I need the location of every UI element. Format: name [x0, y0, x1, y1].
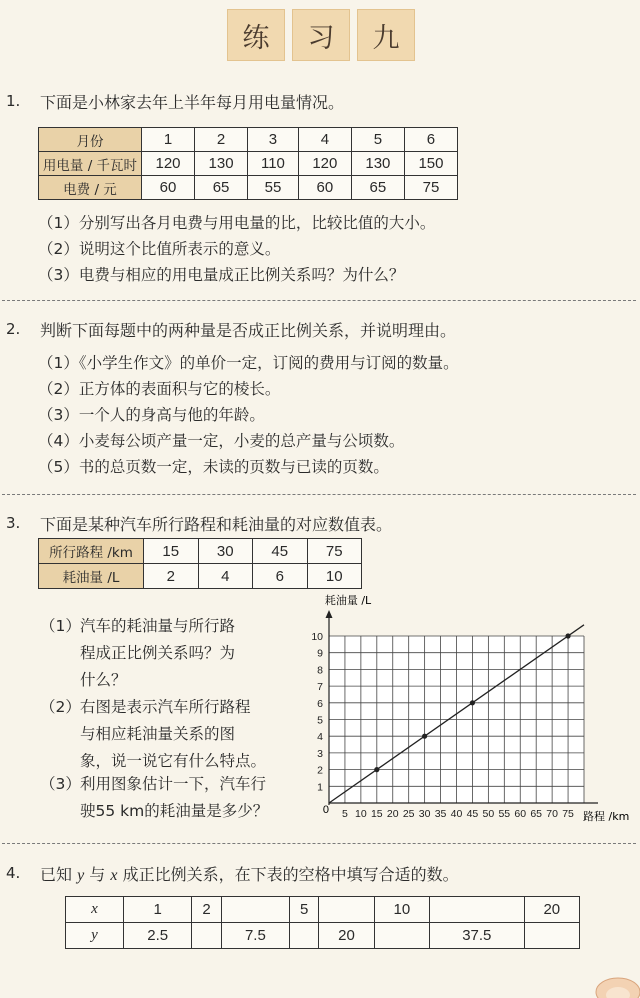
q4-cell — [290, 923, 319, 949]
y-axis-arrow — [326, 610, 333, 618]
q4-cell: 1 — [124, 897, 192, 923]
y-axis-label: 耗油量 /L — [324, 594, 372, 607]
q2-sub-3: （3）一个人的身高与他的年龄。 — [38, 406, 265, 424]
q4-cell — [374, 923, 429, 949]
title-char-3: 九 — [357, 9, 415, 61]
x-tick-label: 10 — [355, 808, 367, 820]
q3-cell: 2 — [144, 564, 199, 589]
q4-row-y — [66, 923, 580, 949]
y-tick-label: 7 — [317, 681, 323, 694]
q3-cell: 15 — [144, 539, 199, 564]
x-tick-label: 25 — [402, 808, 415, 820]
q1-sub-1: （1）分别写出各月电费与用电量的比，比较比值的大小。 — [38, 214, 436, 232]
y-tick-label: 6 — [317, 697, 323, 710]
title-char-2: 习 — [292, 9, 350, 61]
q3-sub-2 — [80, 694, 266, 775]
q1-row-usage — [39, 152, 458, 176]
x-tick-label: 45 — [466, 808, 479, 820]
q3-sub-1 — [80, 613, 235, 694]
q1-cell: 65 — [351, 176, 404, 200]
q4-table — [65, 896, 580, 949]
q1-cell: 5 — [351, 128, 404, 152]
fuel-distance-chart — [296, 592, 636, 832]
q4-cell: 2 — [192, 897, 221, 923]
q3-sub-line: 与相应耗油量关系的图 — [80, 725, 236, 743]
y-tick-label: 3 — [317, 747, 323, 760]
q1-text: 下面是小林家去年上半年每月用电量情况。 — [40, 93, 345, 112]
q2-sub-1: （1）《小学生作文》的单价一定，订阅的费用与订阅的数量。 — [38, 354, 459, 372]
data-point — [565, 633, 570, 638]
q1-row-label: 用电量 / 千瓦时 — [39, 152, 142, 176]
q3-sub-3 — [80, 771, 268, 825]
q1-table — [38, 127, 458, 200]
q3-cell: 45 — [253, 539, 308, 564]
x-tick-label: 60 — [514, 808, 527, 820]
q4-text-part: 已知 — [40, 865, 78, 884]
q1-row-month — [39, 128, 458, 152]
q1-cell: 150 — [404, 152, 457, 176]
q4-cell: 5 — [290, 897, 319, 923]
q2-sub-5: （5）书的总页数一定，未读的页数与已读的页数。 — [38, 458, 389, 476]
q3-sub-line: 程成正比例关系吗？为 — [80, 644, 236, 662]
q4-var-y: y — [77, 867, 85, 884]
q3-sub-line: 驶55 km的耗油量是多少？ — [80, 802, 269, 820]
q3-cell: 4 — [198, 564, 253, 589]
q3-sub-1-index: （1） — [40, 617, 81, 635]
y-tick-label: 1 — [317, 781, 323, 794]
q1-cell: 2 — [195, 128, 248, 152]
q4-text-part: 与 — [84, 865, 111, 884]
q4-row-x — [66, 897, 580, 923]
q1-cell: 130 — [351, 152, 404, 176]
x-axis-label: 路程 /km — [583, 810, 630, 823]
x-tick-label: 55 — [498, 808, 511, 820]
q1-cell: 65 — [195, 176, 248, 200]
q4-cell: 2.5 — [124, 923, 192, 949]
x-tick-label: 40 — [450, 808, 463, 820]
q1-cell: 120 — [298, 152, 351, 176]
q3-sub-line: 右图是表示汽车所行路程 — [80, 698, 251, 716]
data-point — [374, 767, 379, 772]
q3-sub-line: 汽车的耗油量与所行路 — [80, 617, 236, 635]
y-tick-label: 5 — [317, 714, 323, 727]
origin-label: 0 — [322, 804, 329, 816]
q2-sub-4: （4）小麦每公顷产量一定，小麦的总产量与公顷数。 — [38, 432, 405, 450]
q3-table — [38, 538, 362, 589]
x-tick-label: 70 — [546, 808, 558, 820]
divider — [2, 300, 636, 301]
q3-cell: 10 — [307, 564, 362, 589]
q2-text: 判断下面每题中的两种量是否成正比例关系，并说明理由。 — [40, 321, 457, 340]
q4-text — [40, 862, 459, 885]
q1-number: 1. — [6, 92, 21, 110]
q1-cell: 4 — [298, 128, 351, 152]
q4-row-label: y — [66, 923, 124, 949]
q1-sub-3: （3）电费与相应的用电量成正比例关系吗？为什么？ — [38, 266, 405, 284]
q3-sub-line: 象，说一说它有什么特点。 — [80, 752, 267, 770]
q3-row-fuel — [39, 564, 362, 589]
data-point — [422, 734, 427, 739]
y-tick-label: 10 — [311, 631, 323, 643]
q1-cell: 75 — [404, 176, 457, 200]
q4-cell: 7.5 — [221, 923, 289, 949]
x-tick-label: 30 — [418, 808, 431, 820]
q1-cell: 60 — [142, 176, 195, 200]
q3-row-distance — [39, 539, 362, 564]
q3-sub-line: 什么？ — [80, 671, 127, 689]
q3-row-label: 所行路程 /km — [39, 539, 144, 564]
x-tick-label: 75 — [562, 808, 574, 820]
x-tick-label: 5 — [342, 808, 348, 820]
q1-cell: 120 — [142, 152, 195, 176]
q2-sub-2: （2）正方体的表面积与它的棱长。 — [38, 380, 281, 398]
x-tick-label: 65 — [530, 808, 543, 820]
q4-cell — [430, 897, 525, 923]
q1-cell: 6 — [404, 128, 457, 152]
q1-cell: 1 — [142, 128, 195, 152]
q4-cell: 20 — [319, 923, 374, 949]
q4-number: 4. — [6, 864, 21, 882]
q3-sub-line: 利用图象估计一下，汽车行 — [80, 775, 267, 793]
q1-sub-2: （2）说明这个比值所表示的意义。 — [38, 240, 281, 258]
q4-cell: 10 — [374, 897, 429, 923]
y-tick-label: 8 — [317, 664, 323, 677]
q2-number: 2. — [6, 320, 21, 338]
q4-var-x: x — [110, 867, 118, 884]
q3-cell: 75 — [307, 539, 362, 564]
x-tick-label: 50 — [482, 808, 495, 820]
q1-row-fee — [39, 176, 458, 200]
q4-cell — [524, 923, 579, 949]
divider — [2, 494, 636, 495]
q1-row-label: 月份 — [39, 128, 142, 152]
q1-cell: 60 — [298, 176, 351, 200]
divider — [2, 843, 636, 844]
y-tick-label: 2 — [317, 764, 323, 777]
data-point — [470, 700, 475, 705]
q1-cell: 55 — [248, 176, 299, 200]
q3-row-label: 耗油量 /L — [39, 564, 144, 589]
x-tick-label: 15 — [370, 808, 383, 820]
q3-cell: 6 — [253, 564, 308, 589]
corner-flower-icon — [590, 962, 640, 998]
q4-cell: 20 — [524, 897, 579, 923]
q4-row-label: x — [66, 897, 124, 923]
q4-cell — [319, 897, 374, 923]
q3-sub-3-index: （3） — [40, 775, 81, 793]
q1-cell: 130 — [195, 152, 248, 176]
q4-cell: 37.5 — [430, 923, 525, 949]
title-char-1: 练 — [227, 9, 285, 61]
q4-cell — [192, 923, 221, 949]
q3-text: 下面是某种汽车所行路程和耗油量的对应数值表。 — [40, 515, 393, 534]
q1-row-label: 电费 / 元 — [39, 176, 142, 200]
x-tick-label: 35 — [434, 808, 447, 820]
q3-cell: 30 — [198, 539, 253, 564]
x-tick-label: 20 — [386, 808, 399, 820]
q4-cell — [221, 897, 289, 923]
y-tick-label: 4 — [317, 731, 323, 744]
q3-number: 3. — [6, 514, 21, 532]
q4-text-part: 成正比例关系，在下表的空格中填写合适的数。 — [117, 865, 459, 884]
q1-cell: 110 — [248, 152, 299, 176]
y-tick-label: 9 — [317, 647, 323, 660]
q3-sub-2-index: （2） — [40, 698, 81, 716]
q1-cell: 3 — [248, 128, 299, 152]
